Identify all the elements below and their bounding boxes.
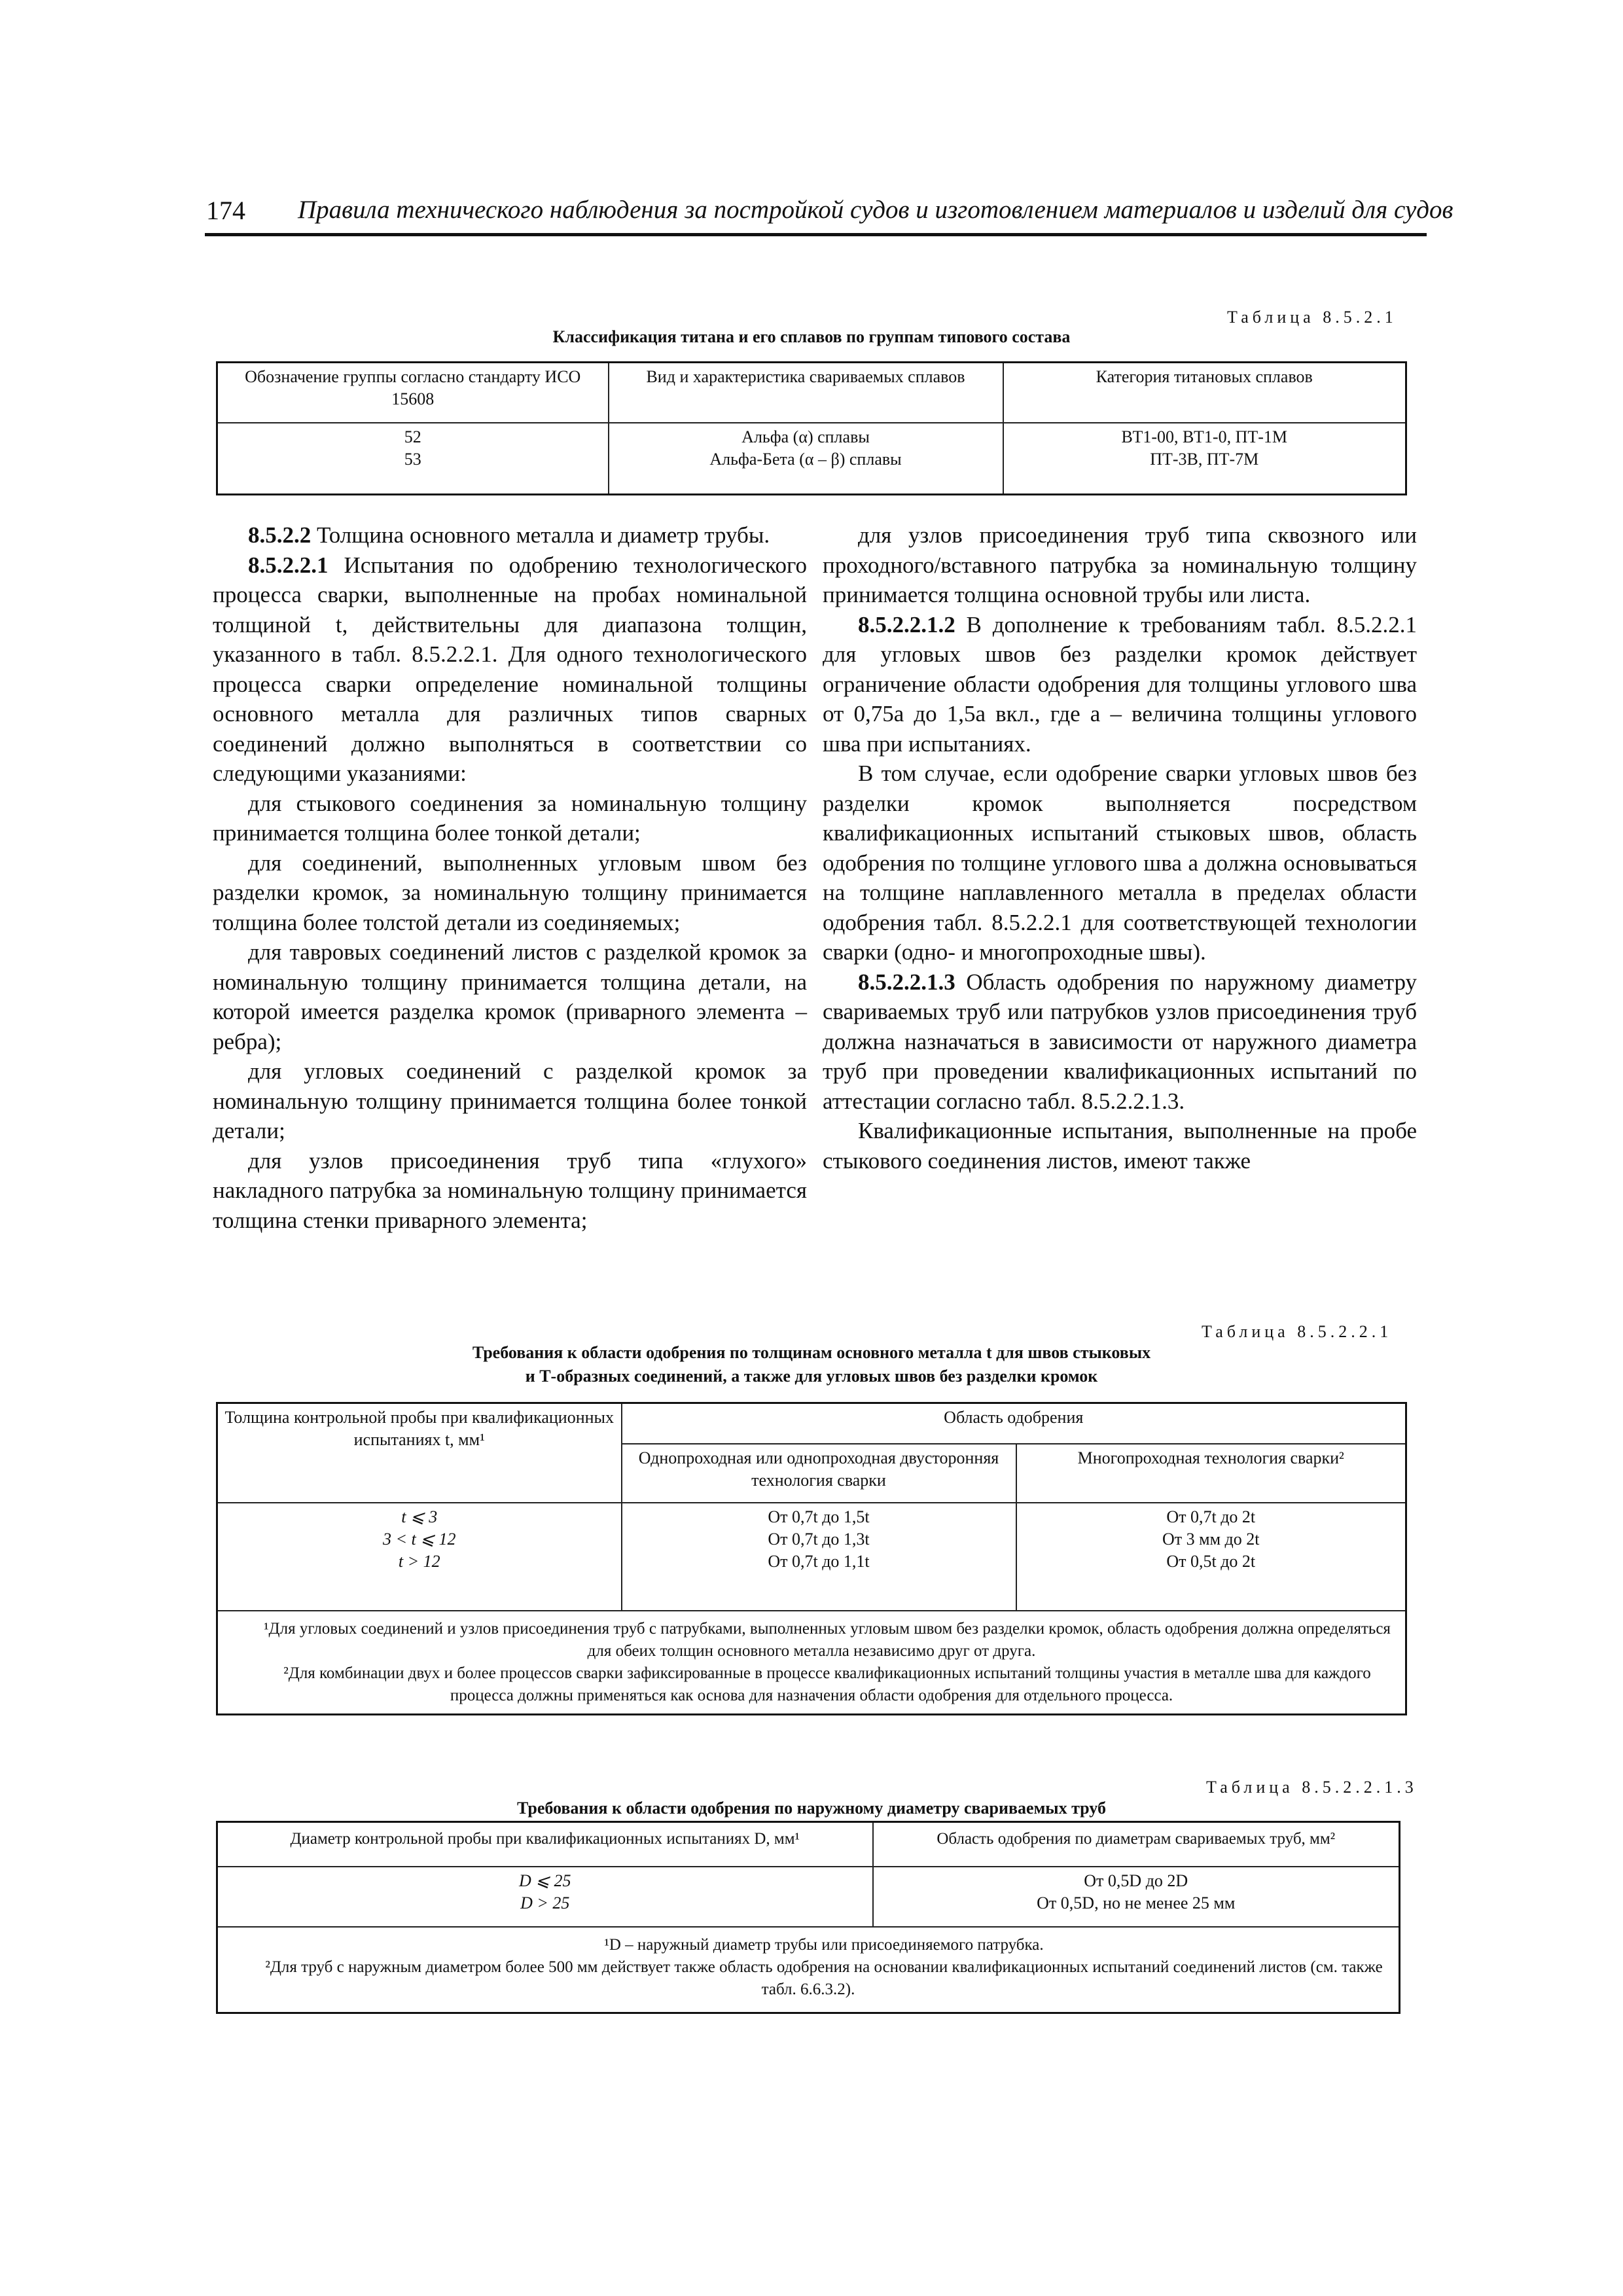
- paragraph: для узлов присоединения труб типа сквозного или проходного/вставного патрубка за номинальную толщину принимается толщина основной трубы или листа.: [823, 522, 1417, 607]
- table2: [216, 1402, 1407, 1715]
- table2-header-area: Область одобрения: [622, 1403, 1406, 1444]
- paragraph: В том случае, если одобрение сварки угловых швов без разделки кромок выполняется посредством квалификационных испытаний стыковых швов, область одобрения по толщине углового шва a должна основываться на толщине наплавленного металла в пределах области одобрения табл. 8.5.2.2.1 для соответствующей технологии сварки (одно- и многопроходные швы).: [823, 761, 1417, 965]
- paragraph: для стыкового соединения за номинальную толщину принимается толщина более тонкой детали;: [213, 790, 807, 846]
- table1-header-type: Вид и характеристика свариваемых сплавов: [609, 363, 1003, 423]
- page-number: 174: [206, 196, 245, 225]
- table3-area-value: От 0,5D до 2D: [1084, 1871, 1188, 1890]
- table3-note: ¹D – наружный диаметр трубы или присоединяемого патрубка.: [604, 1935, 1044, 1954]
- table1-header-group: Обозначение группы согласно стандарту ИСО 15608: [217, 363, 609, 423]
- paragraph: Квалификационные испытания, выполненные на пробе стыкового соединения листов, имеют также: [823, 1118, 1417, 1174]
- table2-single-value: От 0,7t до 1,5t: [768, 1507, 870, 1526]
- table2-label: Таблица 8.5.2.2.1: [1202, 1322, 1393, 1341]
- table3-notes: [217, 1927, 1400, 2013]
- running-title: Правила технического наблюдения за постройкой судов и изготовлением материалов и изделий для судов: [298, 196, 1454, 224]
- table1-group: 52: [404, 427, 421, 446]
- table2-multi-value: От 0,5t до 2t: [1166, 1551, 1256, 1571]
- table1-caption: Классификация титана и его сплавов по группам типового состава: [552, 327, 1071, 346]
- paragraph: 8.5.2.2.1.3 Область одобрения по наружному диаметру свариваемых труб или патрубков узлов присоединения труб должна назначаться в зависимости от наружного диаметра труб при проведении квалификационных испытаний по аттестации согласно табл. 8.5.2.2.1.3.: [823, 969, 1417, 1114]
- table1-category: ВТ1-00, ВТ1-0, ПТ-1М: [1121, 427, 1287, 446]
- table2-multi-value: От 3 мм до 2t: [1162, 1529, 1260, 1549]
- table3-diameter-range: D > 25: [520, 1893, 570, 1912]
- table2-note: ²Для комбинации двух и более процессов сварки зафиксированные в процессе квалификационных испытаний толщины участия в металле шва для каждого процесса должны применяться как основа для назначения области одобрения для отдельного процесса.: [283, 1664, 1371, 1704]
- table3-note: ²Для труб с наружным диаметром более 500 мм действует также область одобрения на основании квалификационных испытаний соединений листов (см. также табл. 6.6.3.2).: [265, 1958, 1383, 1998]
- table2-header-multi-pass: Многопроходная технология сварки²: [1016, 1444, 1406, 1503]
- table2-thickness-range: 3 < t ⩽ 12: [382, 1529, 456, 1549]
- table2-thickness-range: t > 12: [398, 1551, 440, 1571]
- table3-header-area: Область одобрения по диаметрам свариваемых труб, мм²: [873, 1822, 1400, 1867]
- table3-diameter-range: D ⩽ 25: [518, 1871, 571, 1890]
- table3-area-value: От 0,5D, но не менее 25 мм: [1037, 1893, 1236, 1912]
- table2-thickness-range: t ⩽ 3: [401, 1507, 438, 1526]
- table2-single-value: От 0,7t до 1,3t: [768, 1529, 870, 1549]
- table1-type: Альфа (α) сплавы: [741, 427, 870, 446]
- paragraph: 8.5.2.2.1.2 В дополнение к требованиям табл. 8.5.2.2.1 для угловых швов без разделки кромок действует ограничение области одобрения для толщины углового шва от 0,75a до 1,5a вкл., где a – величина толщины углового шва при испытаниях.: [823, 611, 1417, 757]
- table1: [216, 361, 1407, 495]
- table3-label: Таблица 8.5.2.2.1.3: [1206, 1778, 1418, 1797]
- table2-single-value: От 0,7t до 1,1t: [768, 1551, 870, 1571]
- table1-header-category: Категория титановых сплавов: [1003, 363, 1406, 423]
- table2-cell-multi: [1016, 1503, 1406, 1611]
- table3-header-diameter: Диаметр контрольной пробы при квалификационных испытаниях D, мм¹: [217, 1822, 873, 1867]
- table3-cell-diameter: [217, 1867, 873, 1927]
- table2-header-thickness: Толщина контрольной пробы при квалификационных испытаниях t, мм¹: [217, 1403, 622, 1503]
- table2-multi-value: От 0,7t до 2t: [1166, 1507, 1256, 1526]
- table3: [216, 1821, 1400, 2014]
- page-header: [205, 191, 1454, 236]
- paragraph: 8.5.2.2.1 Испытания по одобрению технологического процесса сварки, выполненные на пробах номинальной толщиной t, действительны для диапазона толщин, указанного в табл. 8.5.2.2.1. Для одного технологического процесса сварки определение номинальной толщины основного металла для различных типов сварных соединений должно выполняться в соответствии со следующими указаниями:: [213, 552, 807, 786]
- table1-cell-types: [609, 423, 1003, 495]
- table2-caption-line2: и Т-образных соединений, а также для угловых швов без разделки кромок: [525, 1367, 1098, 1386]
- paragraph: для тавровых соединений листов с разделкой кромок за номинальную толщину принимается толщина детали, на которой имеется разделка кромок (приварного элемента – ребра);: [213, 939, 807, 1054]
- paragraph: для соединений, выполненных угловым швом без разделки кромок, за номинальную толщину принимается толщина более толстой детали из соединяемых;: [213, 850, 807, 935]
- table1-group: 53: [404, 449, 421, 469]
- table3-cell-area: [873, 1867, 1400, 1927]
- table2-cell-thickness: [217, 1503, 622, 1611]
- table1-type: Альфа-Бета (α – β) сплавы: [709, 449, 902, 469]
- body-right-column: [823, 520, 1417, 1175]
- table1-cell-groups: [217, 423, 609, 495]
- table2-cell-single: [622, 1503, 1016, 1611]
- paragraph: для узлов присоединения труб типа «глухого» накладного патрубка за номинальную толщину принимается толщина стенки приварного элемента;: [213, 1147, 807, 1233]
- table2-caption-line1: Требования к области одобрения по толщинам основного металла t для швов стыковых: [472, 1343, 1151, 1362]
- table1-label: Таблица 8.5.2.1: [1227, 308, 1397, 327]
- paragraph: 8.5.2.2 Толщина основного металла и диаметр трубы.: [248, 522, 770, 548]
- table3-caption: Требования к области одобрения по наружному диаметру свариваемых труб: [517, 1799, 1106, 1818]
- table2-notes: [217, 1611, 1406, 1715]
- table2-note: ¹Для угловых соединений и узлов присоединения труб с патрубками, выполненных угловым швом без разделки кромок, область одобрения должна определяться для обеих толщин основного металла независимо друг от друга.: [264, 1619, 1391, 1660]
- table2-header-single-pass: Однопроходная или однопроходная двусторонняя технология сварки: [622, 1444, 1016, 1503]
- table1-cell-categories: [1003, 423, 1406, 495]
- body-left-column: [213, 520, 807, 1235]
- table1-category: ПТ-3В, ПТ-7М: [1150, 449, 1259, 469]
- paragraph: для угловых соединений с разделкой кромок за номинальную толщину принимается толщина более тонкой детали;: [213, 1058, 807, 1143]
